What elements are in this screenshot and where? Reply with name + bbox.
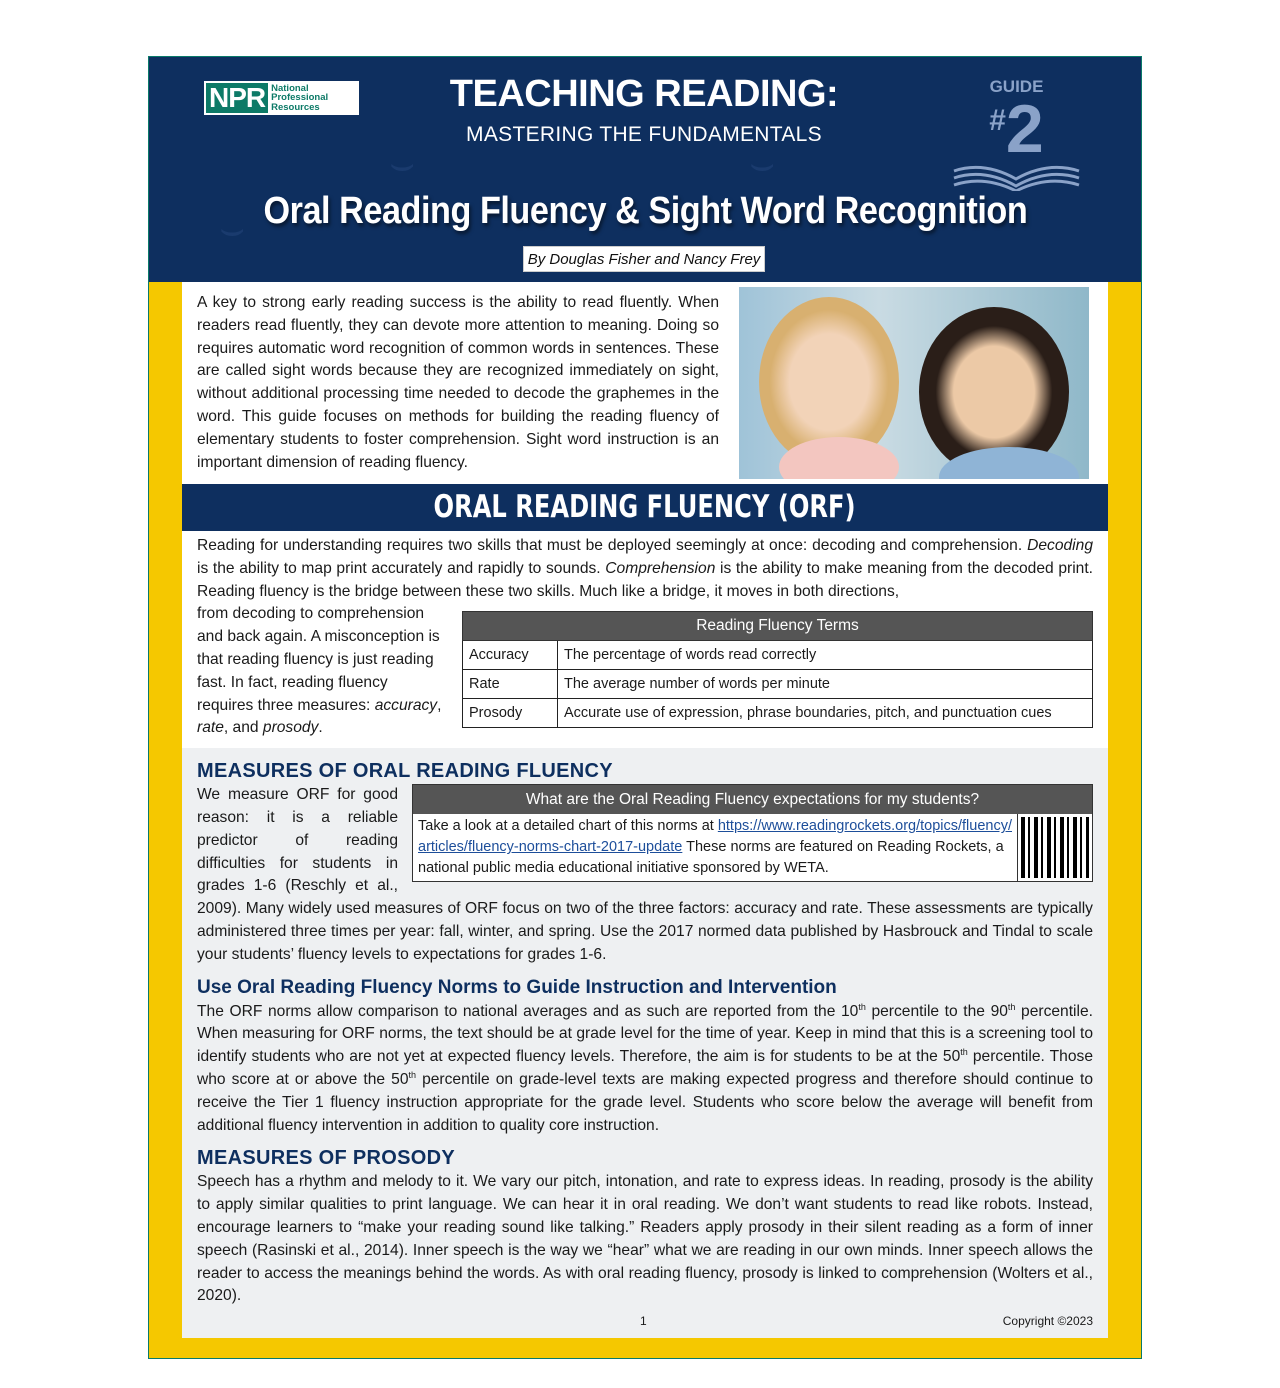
header (149, 57, 1141, 282)
section-banner-orf: ORAL READING FLUENCY (ORF) (182, 484, 1108, 531)
page-number: 1 (640, 1314, 647, 1329)
measures-section (182, 748, 1108, 1338)
measures-text: We measure ORF for good reason: it is a reliable predictor of reading difficulties for students in grades 1-6 (Reschly et al., 2009). Many widely used measures of ORF focus on two of the three factors: accuracy and rate. These assessments are typically administered three times per year: fall, winter, and spring. Use the 2017 normed data published by Hasbrouck and Tindal to scale your students’ fluency levels to expectations for grades 1-6. (197, 786, 1093, 963)
open-book-icon (949, 161, 1084, 191)
copyright: Copyright ©2023 (1002, 1314, 1093, 1329)
guide-label: GUIDE (989, 77, 1044, 96)
heading-prosody: MEASURES OF PROSODY (197, 1147, 455, 1170)
orf-section (182, 531, 1108, 748)
footer (197, 1308, 1093, 1328)
book-icon: ⌣ (389, 142, 416, 186)
book-icon: ⌣ (219, 207, 246, 251)
intro-text: A key to strong early reading success is the ability to read fluently. When readers read fluently, they can devote more attention to meaning. Doing so requires automatic word recognition of common words in sentences. These are called sight words because they are recognized immediately on sight, without additional processing time needed to decode the graphemes in the word. This guide focuses on methods for building the reading fluency of elementary students to foster comprehension. Sight word instruction is an important dimension of reading fluency. (197, 294, 719, 471)
byline: By Douglas Fisher and Nancy Frey (523, 246, 765, 272)
table-row: Accuracy The percentage of words read correctly (463, 641, 1093, 670)
npr-logo (204, 81, 359, 115)
orf-expectations-box (412, 784, 1093, 882)
guide-badge (949, 77, 1084, 196)
box-text: Take a look at a detailed chart of this norms at https://www.readingrockets.org/topics/fluency/articles/fluency-norms-chart-2017-update These norms are featured on Reading Rockets, a national public media educational initiative sponsored by WETA. (413, 814, 1018, 881)
table-row: Rate The average number of words per minute (463, 670, 1093, 699)
orf-paragraph-cont: from decoding to comprehension and back again. A misconception is that reading fluency is just reading fast. In fact, reading fluency requires three measures: accuracy, rate, and prosody. (197, 605, 442, 737)
document-page (148, 56, 1142, 1359)
orf-paragraph: Reading for understanding requires two skills that must be deployed seemingly at once: decoding and comprehension. Decoding is the ability to map print accurately and rapidly to sounds. Comprehension is the ability to make meaning from the decoded print. Reading fluency is the bridge between these two skills. Much like a bridge, it moves in both directions, (197, 537, 1093, 600)
qr-code[interactable] (1021, 817, 1089, 878)
table-row: Prosody Accurate use of expression, phrase boundaries, pitch, and punctuation cues (463, 699, 1093, 728)
norms-chart-link[interactable]: https://www.readingrockets.org/topics/fluency/articles/fluency-norms-chart-2017-update (418, 818, 1012, 856)
heading-measures-orf: MEASURES OF ORAL READING FLUENCY (197, 760, 613, 783)
prosody-text: Speech has a rhythm and melody to it. We vary our pitch, intonation, and rate to express ideas. In reading, prosody is the ability to apply similar qualities to print language. We can hear it in oral reading. We don’t want students to read like robots. Instead, encourage learners to “make your reading sound like talking.” Readers apply prosody in their silent reading as a form of inner speech (Rasinski et al., 2014). Inner speech is the way we “hear” what we are reading in our own minds. Inner speech allows the reader to access the meanings behind the words. As with oral reading fluency, prosody is linked to comprehension (Wolters et al., 2020). (197, 1173, 1093, 1305)
intro-section (182, 282, 1108, 484)
guide-number: #2 (989, 91, 1044, 167)
photo-children-reading (739, 287, 1089, 479)
box-title: What are the Oral Reading Fluency expectations for my students? (413, 785, 1092, 814)
measures-text-cont: widely used measures of ORF focus on two of the three factors: accuracy and rate. These assessments are typically administered three times per year: fall, winter, and spring. Use the 2017 normed data published by Hasbrouck and Tindal to scale your students’ fluency levels to expectations for grades 1-6. (197, 900, 1093, 963)
norms-text: The ORF norms allow comparison to national averages and as such are reported from the 10th percentile to the 90th percentile. When measuring for ORF norms, the text should be at grade level for the time of year. Keep in mind that this is a screening tool to identify students who are not yet at expected fluency levels. Therefore, the aim is for students to be at the 50th percentile. Those who score at or above the 50th percentile on grade-level texts are making expected progress and therefore should continue to receive the Tier 1 fluency instruction appropriate for the grade level. Students who score below the average will benefit from additional fluency intervention in addition to quality core instruction. (197, 1001, 1093, 1134)
logo-abbr: NPR (206, 83, 268, 113)
guide-title: Oral Reading Fluency & Sight Word Recognition (263, 190, 1027, 232)
table-title: Reading Fluency Terms (463, 612, 1093, 641)
series-title: TEACHING READING: (449, 73, 839, 115)
logo-name: National Professional Resources (271, 82, 329, 113)
fluency-terms-table (462, 611, 1093, 728)
series-subtitle: MASTERING THE FUNDAMENTALS (466, 123, 822, 146)
book-icon: ⌣ (749, 142, 776, 186)
heading-norms: Use Oral Reading Fluency Norms to Guide Instruction and Intervention (197, 976, 837, 998)
